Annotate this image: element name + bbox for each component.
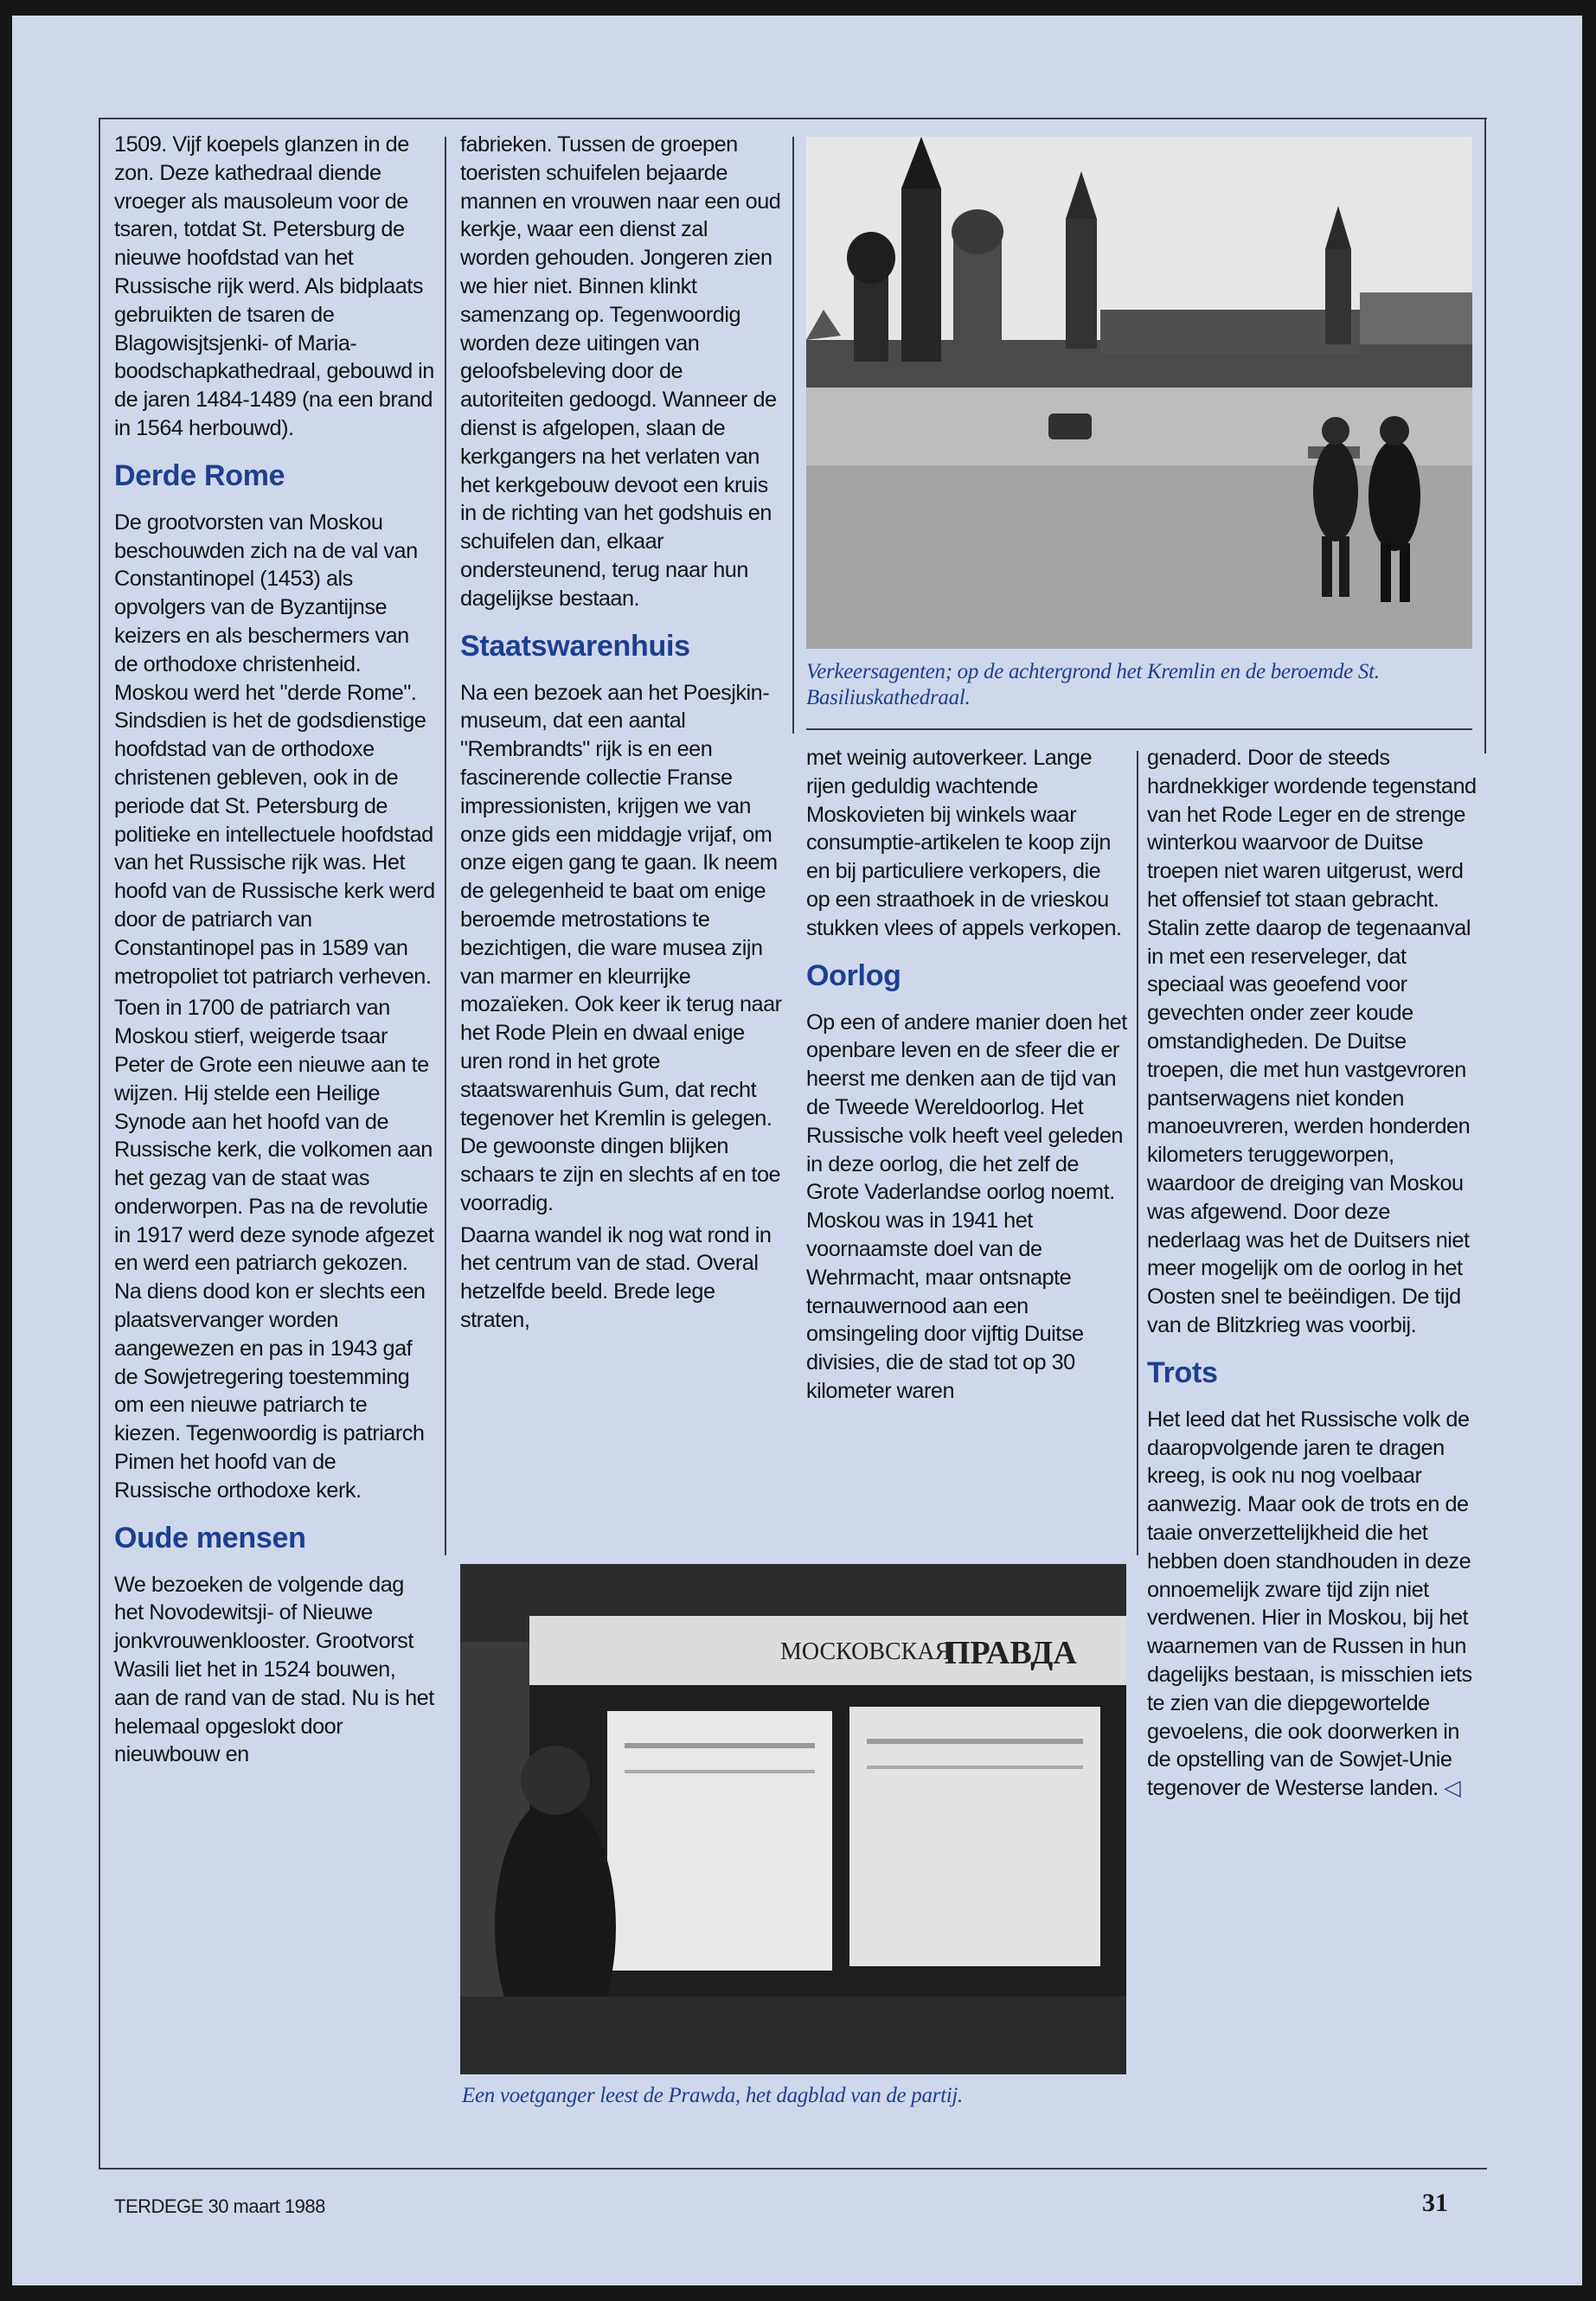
photo-pravda-image — [460, 1564, 1126, 2074]
column-divider — [445, 137, 446, 1555]
body-paragraph: Na een bezoek aan het Poesjkin-museum, dat een aantal "Rembrandts" rijk is en een fascinerende collectie Franse impressionisten, krijgen we van onze gids een middagje vrijaf, om onze eigen gang te gaan. Ik neem de gelegenheid te baat om enige beroemde metrostations te bezichtigen, die ware musea zijn van marmer en kleurrijke mozaïeken. Ook keer ik terug naar het Rode Plein en dwaal enige uren rond in het grote staatswarenhuis Gum, dat recht tegenover het Kremlin is gelegen. De gewoonste dingen blijken schaars te zijn en slechts af en toe voorradig. — [460, 680, 782, 1215]
body-paragraph: genaderd. Door de steeds hardnekkiger wordende tegenstand van het Rode Leger en de strenge winterkou waarvoor de Duitse troepen niet waren uitgerust, werd het offensief tot staan gebracht. Stalin zette daarop de tegenaanval in met een reserveleger, dat speciaal was geoefend voor gevechten onder zeer koude omstandigheden. De Duitse troepen, die met hun vastgevroren pantserwagens niet konden manoeuvreren, werden honderden kilometers teruggeworpen, waardoor de dreiging van Moskou was afgewend. Door deze nederlaag was het de Duitsers niet meer mogelijk om de oorlog in het Oosten snel te beëindigen. De tijd van de Blitzkrieg was voorbij. — [1147, 746, 1477, 1337]
photo-caption-top: Verkeersagenten; op de achtergrond het Kremlin en de beroemde St. Basiliuskathedraal. — [806, 660, 1380, 709]
frame-left-rule — [99, 118, 100, 2168]
sign-moskovskaya: МОСКОВСКАЯ — [780, 1638, 952, 1665]
body-paragraph: Daarna wandel ik nog wat rond in het centrum van de stad. Overal hetzelfde beeld. Brede lege straten, — [460, 1222, 772, 1333]
section-heading: Oorlog — [806, 958, 901, 992]
end-mark-icon: ◁ — [1444, 1776, 1461, 1801]
photo-kremlin — [806, 137, 1472, 649]
body-paragraph: We bezoeken de volgende dag het Novodewitsji- of Nieuwe jonkvrouwenklooster. Grootvorst Wasili liet het in 1524 bouwen, aan de rand van de stad. Nu is het helemaal opgeslokt door nieuwbouw en — [114, 1572, 434, 1767]
body-paragraph: fabrieken. Tussen de groepen toeristen schuifelen bejaarde mannen en vrouwen naar een oud kerkje, waar een dienst zal worden gehouden. Jongeren zien we hier niet. Binnen klinkt samenzang op. Tegenwoordig worden deze uitingen van geloofsbeleving door de autoriteiten gedoogd. Wanneer de dienst is afgelopen, slaan de kerkgangers na het verlaten van het kerkgebouw devoot een kruis in de richting van het godshuis en schuifelen dan, elkaar ondersteunend, terug naar hun dagelijkse bestaan. — [460, 132, 781, 611]
body-text: Het leed dat het Russische volk de daaropvolgende jaren te dragen kreeg, is ook nu nog voelbaar aanwezig. Maar ook de trots en de taaie onverzettelijkheid die het hebben doen standhouden in deze onnoemelijk zware tijd zijn niet verdwenen. Hier in Moskou, bij het waarnemen van de Russen in hun dagelijks bestaan, is misschien iets te zien van die diepgewortelde gevoelens, die ook doorwerken in de opstelling van de Sowjet-Unie tegenover de Westerse landen. — [1147, 1407, 1472, 1801]
body-paragraph: met weinig autoverkeer. Lange rijen geduldig wachtende Moskovieten bij winkels waar consumptie-artikelen te koop zijn en bij particuliere verkopers, die op een straathoek in de vrieskou stukken vlees of appels verkopen. — [806, 746, 1122, 940]
column-3 — [806, 744, 1128, 1409]
sign-pravda: ПРАВДА — [945, 1635, 1077, 1671]
frame-top-rule — [99, 118, 1487, 119]
page-number: 31 — [1422, 2189, 1448, 2217]
section-heading: Staatswarenhuis — [460, 629, 690, 663]
frame-right-rule — [1484, 118, 1486, 753]
photo-pravda — [460, 1564, 1126, 2074]
column-4 — [1147, 744, 1480, 1806]
publication-footer: TERDEGE 30 maart 1988 — [114, 2195, 325, 2217]
section-heading: Oude mensen — [114, 1521, 306, 1554]
column-1 — [114, 131, 436, 1772]
frame-bottom-rule — [99, 2168, 1487, 2170]
body-paragraph: Toen in 1700 de patriarch van Moskou stierf, weigerde tsaar Peter de Grote een nieuwe aan te wijzen. Hij stelde een Heilige Synode aan het hoofd van de Russische kerk, die volkomen aan het gezag van de staat was onderworpen. Pas na de revolutie in 1917 werd deze synode afgezet en werd een patriarch gekozen. Na diens dood kon er slechts een plaatsvervanger worden aangewezen en pas in 1943 gaf de Sowjetregering toestemming om een nieuwe patriarch te kiezen. Tegenwoordig is patriarch Pimen het hoofd van de Russische orthodoxe kerk. — [114, 996, 434, 1503]
body-paragraph: De grootvorsten van Moskou beschouwden zich na de val van Constantinopel (1453) als opvolgers van de Byzantijnse keizers en als beschermers van de orthodoxe christenheid. Moskou werd het "derde Rome". Sindsdien is het de godsdienstige hoofdstad van de orthodoxe christenen gebleven, ook in de periode dat St. Petersburg de politieke en intellectuele hoofdstad van het Russische rijk was. Het hoofd van de Russische kerk werd door de patriarch van Constantinopel pas in 1589 van metropoliet tot patriarch verheven. — [114, 510, 435, 989]
body-paragraph — [1147, 1406, 1480, 1803]
photo-kremlin-image — [806, 137, 1472, 649]
section-heading: Derde Rome — [114, 458, 285, 492]
magazine-page — [12, 16, 1582, 2285]
body-paragraph: 1509. Vijf koepels glanzen in de zon. Deze kathedraal diende vroeger als mausoleum voor de tsaren, totdat St. Petersburg de nieuwe hoofdstad van het Russische rijk werd. Als bidplaats gebruikten de tsaren de Blagowisjtsjenki- of Maria-boodschapkathedraal, gebouwd in de jaren 1484-1489 (na een brand in 1564 herbouwd). — [114, 132, 434, 440]
column-2 — [460, 131, 782, 1338]
column-divider — [792, 137, 794, 734]
column-divider — [1137, 751, 1138, 1555]
caption-rule — [806, 728, 1472, 730]
photo-caption-bottom: Een voetganger leest de Prawda, het dagblad van de partij. — [462, 2084, 964, 2107]
body-paragraph: Op een of andere manier doen het openbare leven en de sfeer die er heerst me denken aan de tijd van de Tweede Wereldoorlog. Het Russische volk heeft veel geleden in deze oorlog, die het zelf de Grote Vaderlandse oorlog noemt. Moskou was in 1941 het voornaamste doel van de Wehrmacht, maar ontsnapte ternauwernood aan een omsingeling door vijftig Duitse divisies, die de stad tot op 30 kilometer waren — [806, 1009, 1127, 1403]
section-heading: Trots — [1147, 1356, 1218, 1389]
